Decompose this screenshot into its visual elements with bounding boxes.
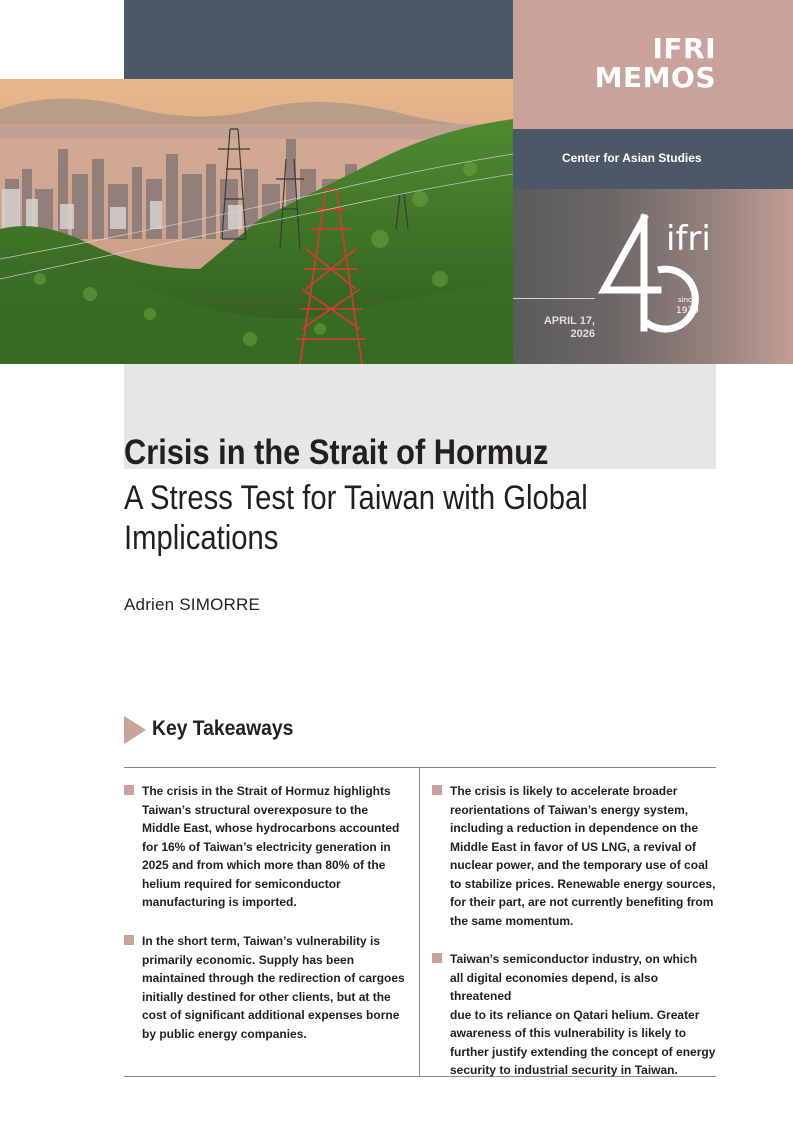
bullet-square-icon	[432, 785, 442, 795]
takeaway-item	[432, 950, 722, 1080]
key-takeaways-heading: Key Takeaways	[152, 717, 294, 740]
takeaways-top-rule	[124, 767, 716, 768]
date-line1: APRIL 17,	[543, 315, 595, 327]
triangle-arrow-icon	[124, 716, 146, 744]
takeaway-item	[124, 932, 414, 1043]
takeaway-text: Taiwan’s semiconductor industry, on which all digital economies depend, is also threatened due to its reliance on Qatari helium. Greater awareness of this vulnerability is likely to further justify extending the concept of energy security to industrial security in Taiwan.	[450, 952, 716, 1077]
series-name	[595, 34, 716, 92]
takeaway-item	[432, 782, 722, 930]
takeaway-text: The crisis in the Strait of Hormuz highlights Taiwan’s structural overexposure to the Middle East, whose hydrocarbons accounted for 16% of Taiwan’s electricity generation in 2025 and from which more than 80% of the helium required for semiconductor manufacturing is imported.	[142, 784, 400, 909]
bullet-square-icon	[432, 953, 442, 963]
takeaway-item	[124, 782, 414, 912]
takeaway-text: The crisis is likely to accelerate broader reorientations of Taiwan’s energy system, including a reduction in dependence on the Middle East in favor of US LNG, a revival of nuclear power, and the temporary use of coal to stabilize prices. Renewable energy sources, for their part, are not currently benefiting from the same momentum.	[450, 784, 716, 928]
logo-since: since	[678, 296, 697, 304]
logo-text: ifri	[666, 219, 711, 259]
takeaway-text: In the short term, Taiwan’s vulnerability is primarily economic. Supply has been maintained through the redirection of cargoes initially destined for other clients, but at the cost of significant additional expenses borne by public energy companies.	[142, 934, 405, 1041]
ifri-45-logo	[596, 210, 726, 350]
series-name-line1: IFRI	[652, 32, 716, 65]
header-dark-band	[124, 0, 513, 79]
cover-photo	[0, 79, 513, 364]
bullet-square-icon	[124, 935, 134, 945]
date-rule	[513, 298, 595, 299]
logo-year: 1979	[676, 306, 699, 316]
author: Adrien SIMORRE	[124, 595, 261, 614]
page-title: Crisis in the Strait of Hormuz	[124, 433, 549, 472]
takeaways-column-divider	[419, 767, 420, 1076]
series-name-line2: MEMOS	[594, 61, 716, 94]
bullet-square-icon	[124, 785, 134, 795]
center-name: Center for Asian Studies	[562, 151, 702, 165]
page-subtitle: A Stress Test for Taiwan with Global Implications	[124, 479, 588, 557]
date-line2: 2026	[570, 328, 595, 340]
publication-date	[527, 315, 595, 341]
logo-four-shape	[604, 218, 658, 328]
